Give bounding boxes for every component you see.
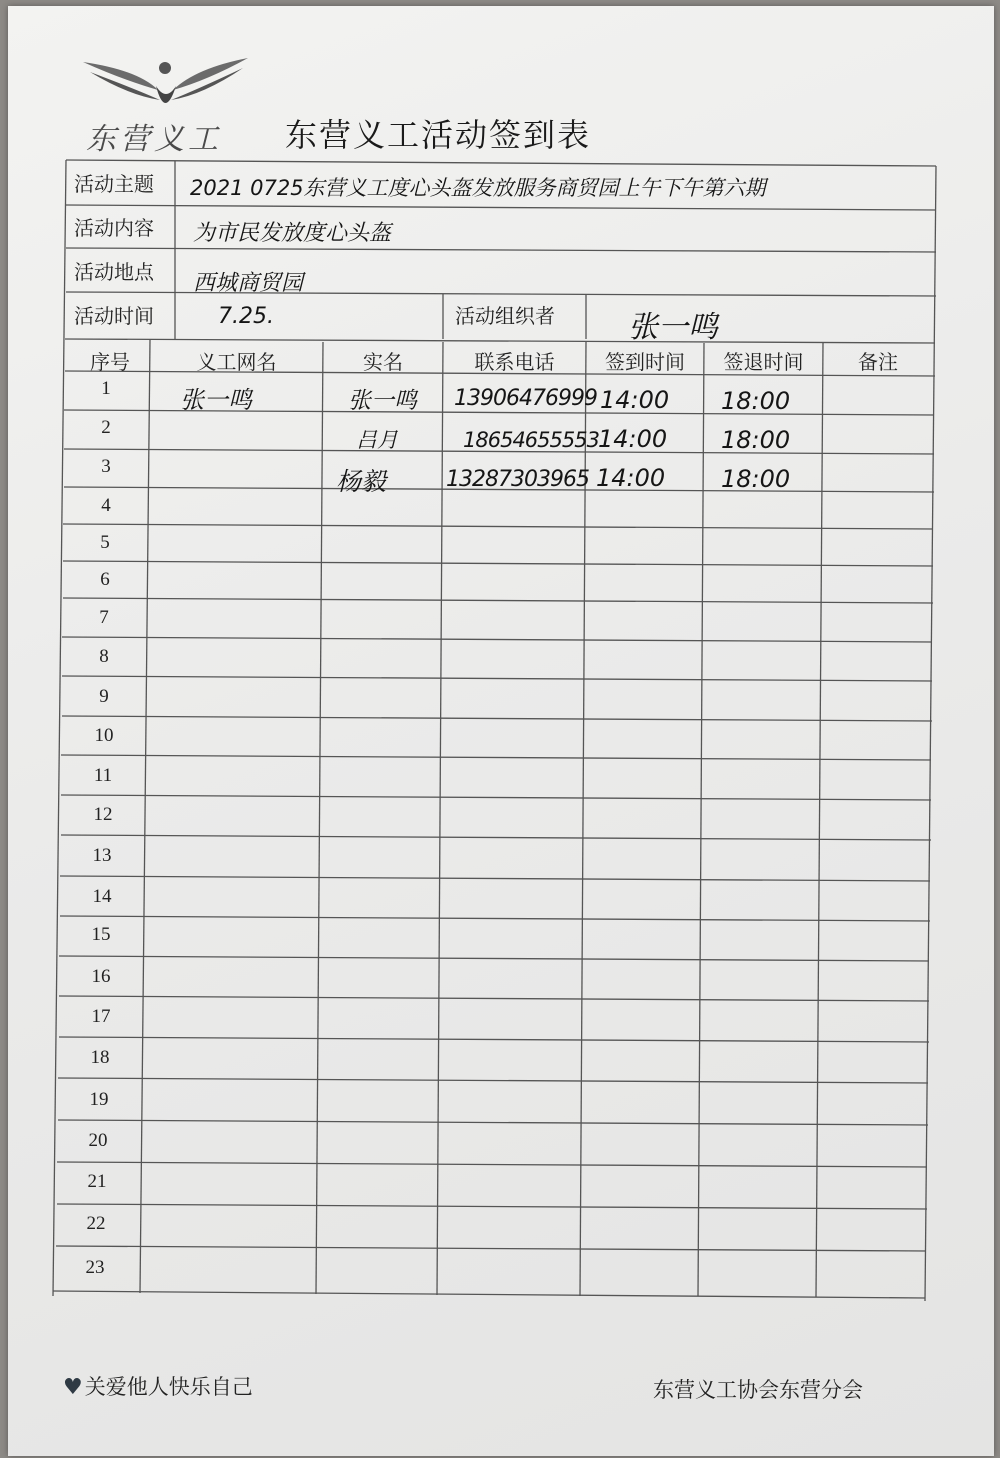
- theme-label: 活动主题: [74, 172, 154, 196]
- entry-real-name: 吕月: [356, 428, 398, 452]
- page-title: 东营义工活动签到表: [285, 116, 592, 154]
- row-number: 4: [101, 495, 111, 516]
- row-number: 23: [85, 1257, 105, 1278]
- row-number: 3: [101, 456, 111, 477]
- logo-text: 东营义工: [86, 122, 222, 157]
- row-number: 1: [101, 378, 111, 399]
- row-number: 16: [91, 966, 111, 987]
- row-number: 2: [101, 417, 111, 438]
- theme-value: 2021 0725东营义工度心头盔发放服务商贸园上午下午第六期: [190, 176, 766, 200]
- entry-sign-in: 14:00: [596, 464, 666, 492]
- row-number: 14: [92, 886, 112, 907]
- row-number: 12: [93, 804, 113, 825]
- row-number: 10: [94, 725, 114, 746]
- entry-phone: 13906476999: [454, 386, 597, 411]
- location-value: 西城商贸园: [193, 271, 304, 296]
- col-header-net-name: 义工网名: [196, 350, 277, 374]
- entry-phone: 13287303965: [446, 467, 589, 492]
- organizer-value: 张一鸣: [628, 310, 718, 345]
- heart-icon: ♥: [63, 1375, 83, 1400]
- organizer-label: 活动组织者: [455, 304, 555, 328]
- entry-sign-in: 14:00: [600, 386, 670, 414]
- time-label: 活动时间: [74, 304, 154, 328]
- footer-slogan-text: 关爱他人快乐自己: [84, 1375, 253, 1399]
- footer-slogan: [63, 1371, 253, 1401]
- col-header-real-name: 实名: [363, 350, 403, 374]
- row-number: 20: [88, 1130, 108, 1151]
- col-header-remarks: 备注: [858, 350, 898, 374]
- col-header-sign-out: 签退时间: [723, 350, 804, 374]
- row-number: 7: [99, 607, 109, 628]
- time-value: 7.25.: [218, 304, 274, 329]
- entry-sign-in: 14:00: [598, 425, 668, 453]
- table-grid: [8, 6, 994, 1456]
- entry-phone: 18654655553: [463, 428, 599, 452]
- entry-sign-out: 18:00: [721, 387, 791, 415]
- entry-sign-out: 18:00: [721, 465, 791, 493]
- footer-organization: 东营义工协会东营分会: [653, 1378, 863, 1402]
- row-number: 15: [91, 924, 111, 945]
- row-number: 9: [99, 686, 109, 707]
- row-number: 17: [91, 1006, 111, 1027]
- col-header-sign-in: 签到时间: [605, 350, 685, 374]
- row-number: 21: [87, 1171, 107, 1192]
- row-number: 11: [93, 765, 113, 786]
- entry-sign-out: 18:00: [721, 426, 791, 454]
- row-number: 22: [86, 1213, 106, 1234]
- sign-in-sheet: [8, 6, 994, 1456]
- row-number: 8: [99, 646, 109, 667]
- row-number: 19: [89, 1089, 109, 1110]
- row-number: 5: [100, 532, 110, 553]
- location-label: 活动地点: [74, 260, 154, 284]
- entry-real-name: 杨毅: [336, 467, 387, 496]
- row-number: 6: [100, 569, 110, 590]
- row-number: 18: [90, 1047, 110, 1068]
- entry-real-name: 张一鸣: [348, 388, 417, 414]
- row-number: 13: [92, 845, 112, 866]
- entry-net-name: 张一鸣: [180, 386, 252, 414]
- content-label: 活动内容: [74, 216, 154, 240]
- col-header-index: 序号: [90, 350, 130, 374]
- col-header-phone: 联系电话: [474, 350, 555, 374]
- content-value: 为市民发放度心头盔: [193, 221, 392, 246]
